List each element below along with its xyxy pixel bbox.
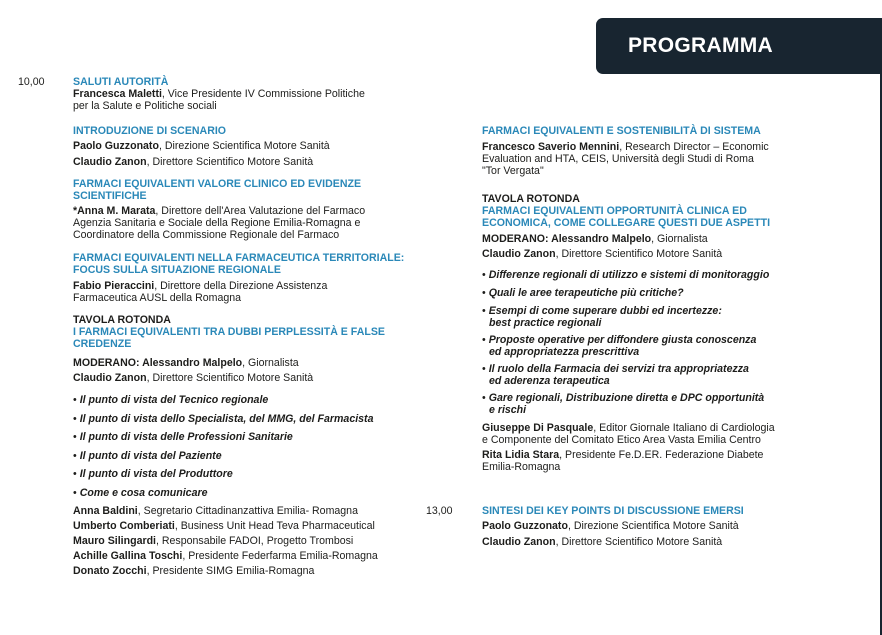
speaker-role-cont: e Componente del Comitato Etico Area Vasta Emilia Centro <box>482 434 761 446</box>
speaker-line: Claudio Zanon, Direttore Scientifico Motore Sanità <box>482 536 723 548</box>
speaker-role-cont: Coordinatore della Commissione Regionale del Farmaco <box>73 229 340 241</box>
speaker-line: *Anna M. Marata, Direttore dell'Area Valutazione del Farmaco <box>73 205 366 217</box>
speaker-line: Anna Baldini, Segretario Cittadinanzattiva Emilia- Romagna <box>73 504 358 517</box>
programma-banner <box>596 18 882 74</box>
speaker-line: Donato Zocchi, Presidente SIMG Emilia-Romagna <box>73 564 315 577</box>
topic-item: • Il ruolo della Farmacia dei servizi tra appropriatezza ed aderenza terapeutica <box>482 363 749 387</box>
topic-list <box>482 269 775 416</box>
speaker-line: Paolo Guzzonato, Direzione Scientifica Motore Sanità <box>73 140 330 152</box>
session-title: SINTESI DEI KEY POINTS DI DISCUSSIONE EMERSI <box>482 505 744 517</box>
topic-item: • Il punto di vista delle Professioni Sanitarie <box>73 431 293 443</box>
session-valore <box>73 178 365 241</box>
speaker-role-cont: Emilia-Romagna <box>482 461 561 473</box>
session-title: FARMACI EQUIVALENTI OPPORTUNITÀ CLINICA ED ECONOMICA, COME COLLEGARE QUESTI DUE ASPETTI <box>482 205 771 229</box>
topic-item: • Differenze regionali di utilizzo e sistemi di monitoraggio <box>482 269 770 281</box>
session-title: SALUTI AUTORITÀ <box>73 76 169 88</box>
session-territoriale <box>73 252 404 304</box>
speakers-list <box>73 505 385 577</box>
topic-item: • Gare regionali, Distribuzione diretta e DPC opportunità e rischi <box>482 392 765 416</box>
speaker-role-cont: per la Salute e Politiche sociali <box>73 100 217 112</box>
speaker-line: Claudio Zanon, Direttore Scientifico Motore Sanità <box>73 372 314 384</box>
session-sintesi <box>482 505 744 548</box>
speaker-line: Umberto Comberiati, Business Unit Head Teva Pharmaceutical <box>73 519 375 532</box>
session-tavola-rotonda-1 <box>73 314 385 577</box>
session-title: I FARMACI EQUIVALENTI TRA DUBBI PERPLESSITÀ E FALSE CREDENZE <box>73 326 385 350</box>
speaker-line: Fabio Pieraccini, Direttore della Direzione Assistenza <box>73 280 328 292</box>
banner-title: PROGRAMMA <box>628 34 774 57</box>
speaker-line: Paolo Guzzonato, Direzione Scientifica Motore Sanità <box>482 520 739 532</box>
topic-item: • Quali le aree terapeutiche più critiche? <box>482 287 684 299</box>
topic-item: • Esempi di come superare dubbi ed incertezze: best practice regionali <box>482 305 722 329</box>
session-saluti <box>73 76 365 112</box>
session-tavola-rotonda-2 <box>482 193 775 473</box>
session-title: FARMACI EQUIVALENTI VALORE CLINICO ED EVIDENZE SCIENTIFICHE <box>73 178 362 202</box>
speaker-line: Rita Lidia Stara, Presidente Fe.D.ER. Federazione Diabete <box>482 449 764 461</box>
moderator-line: MODERANO: Alessandro Malpelo, Giornalista <box>482 233 708 245</box>
speaker-role-cont: Evaluation and HTA, CEIS, Università degli Studi di Roma <box>482 153 754 165</box>
speaker-line: Claudio Zanon, Direttore Scientifico Motore Sanità <box>482 248 723 260</box>
session-title: INTRODUZIONE DI SCENARIO <box>73 125 227 137</box>
session-sostenibilita <box>482 125 769 177</box>
topic-item: • Come e cosa comunicare <box>73 486 208 499</box>
speaker-line: Giuseppe Di Pasquale, Editor Giornale Italiano di Cardiologia <box>482 422 775 434</box>
topic-item: • Il punto di vista del Produttore <box>73 468 233 480</box>
session-title: FARMACI EQUIVALENTI E SOSTENIBILITÀ DI SISTEMA <box>482 125 761 137</box>
speaker-line: Claudio Zanon, Direttore Scientifico Motore Sanità <box>73 156 314 168</box>
session-title: FARMACI EQUIVALENTI NELLA FARMACEUTICA TERRITORIALE: FOCUS SULLA SITUAZIONE REGIONALE <box>73 252 405 276</box>
session-intro <box>73 125 330 168</box>
speaker-role-cont: Agenzia Sanitaria e Sociale della Regione Emilia-Romagna e <box>73 217 361 229</box>
topic-item: • Proposte operative per diffondere giusta conoscenza ed appropriatezza prescrittiva <box>482 334 757 358</box>
speaker-line: Francesco Saverio Mennini, Research Director – Economic <box>482 141 769 153</box>
speaker-role-cont: Farmaceutica AUSL della Romagna <box>73 292 242 304</box>
speaker-line: Achille Gallina Toschi, Presidente Federfarma Emilia-Romagna <box>73 549 378 562</box>
speaker-role-cont: "Tor Vergata" <box>482 165 544 177</box>
topic-list <box>73 394 385 499</box>
tavola-rotonda-label: TAVOLA ROTONDA <box>73 314 171 326</box>
time-start: 10,00 <box>18 76 45 88</box>
topic-item: • Il punto di vista del Tecnico regionale <box>73 394 269 406</box>
topic-item: • Il punto di vista del Paziente <box>73 449 222 462</box>
speaker-line: Mauro Silingardi, Responsabile FADOI, Progetto Trombosi <box>73 534 354 547</box>
moderator-line: MODERANO: Alessandro Malpelo, Giornalista <box>73 357 299 369</box>
tavola-rotonda-label: TAVOLA ROTONDA <box>482 193 580 205</box>
topic-item: • Il punto di vista dello Specialista, del MMG, del Farmacista <box>73 412 374 425</box>
speaker-line: Francesca Maletti, Vice Presidente IV Commissione Politiche <box>73 88 365 100</box>
speakers-list <box>482 422 775 473</box>
time-end: 13,00 <box>426 505 453 517</box>
